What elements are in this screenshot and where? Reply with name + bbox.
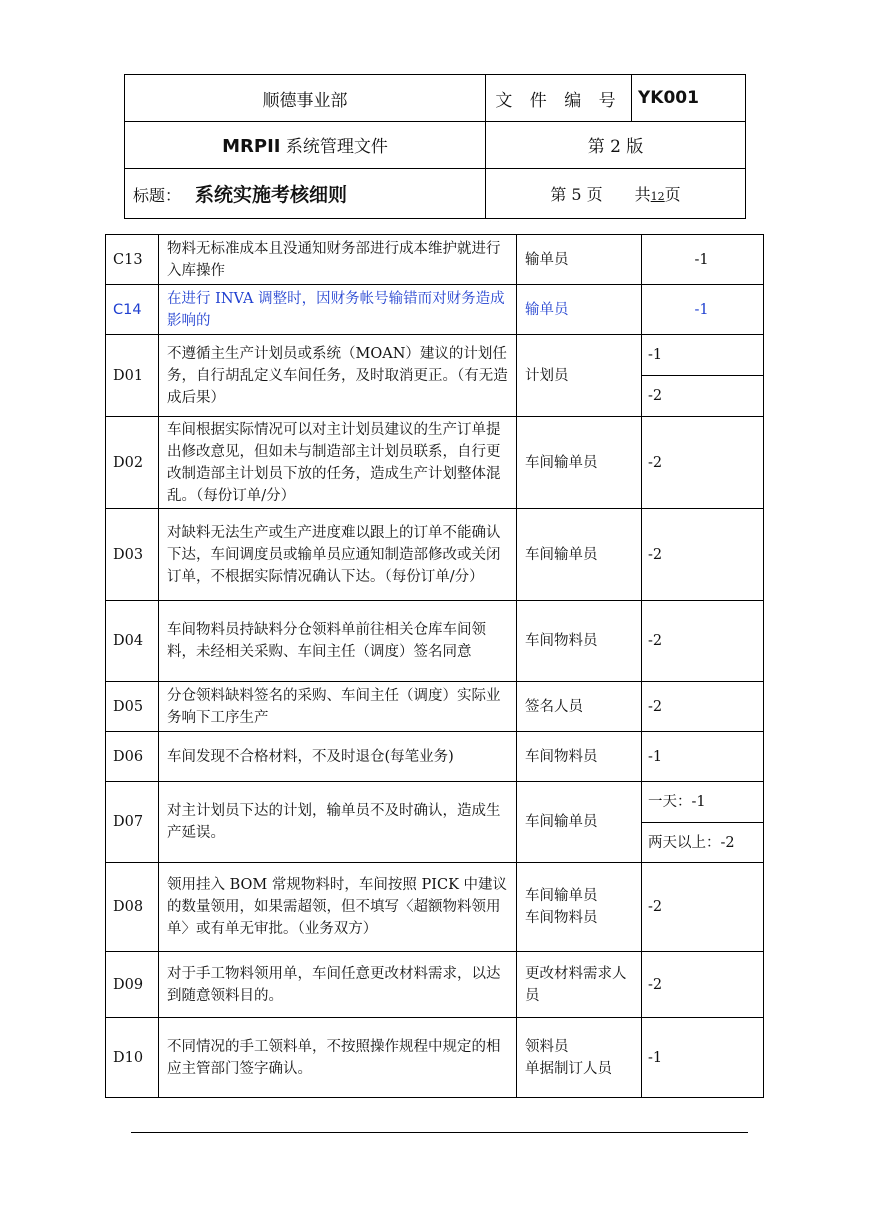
penalty-value: -2 <box>642 376 764 417</box>
table-row <box>106 509 764 601</box>
responsible-person: 车间物料员 <box>517 732 642 782</box>
table-row <box>106 601 764 682</box>
responsible-person: 车间输单员 车间物料员 <box>517 863 642 952</box>
item-description: 在进行 INVA 调整时，因财务帐号输错而对财务造成影响的 <box>159 285 517 335</box>
item-description: 车间发现不合格材料，不及时退仓(每笔业务) <box>159 732 517 782</box>
penalty-value: -2 <box>642 601 764 682</box>
table-row <box>106 335 764 376</box>
item-code: D09 <box>106 952 159 1018</box>
item-code: D02 <box>106 417 159 509</box>
responsible-person: 车间输单员 <box>517 509 642 601</box>
responsible-person: 更改材料需求人员 <box>517 952 642 1018</box>
table-row <box>106 417 764 509</box>
penalty-value: -2 <box>642 682 764 732</box>
penalty-value: -2 <box>642 509 764 601</box>
responsible-person: 车间输单员 <box>517 417 642 509</box>
penalty-value: -2 <box>642 863 764 952</box>
table-row <box>106 863 764 952</box>
page-total: 12 <box>650 189 665 203</box>
item-description: 领用挂入 BOM 常规物料时，车间按照 PICK 中建议的数量领用，如果需超领，但不填写〈超额物料领用单〉或有单无审批。（业务双方） <box>159 863 517 952</box>
subject-label: 标题： <box>133 185 182 205</box>
item-description: 对缺料无法生产或生产进度难以跟上的订单不能确认下达，车间调度员或输单员应通知制造部修改或关闭订单，不根据实际情况确认下达。（每份订单/分） <box>159 509 517 601</box>
item-description: 不同情况的手工领料单，不按照操作规程中规定的相应主管部门签字确认。 <box>159 1018 517 1098</box>
table-row <box>106 1018 764 1098</box>
doc-title-bold: MRPII <box>222 136 281 158</box>
table-row <box>106 235 764 285</box>
item-code: C14 <box>106 285 159 335</box>
table-row <box>106 952 764 1018</box>
responsible-person: 签名人员 <box>517 682 642 732</box>
responsible-person: 领料员 单据制订人员 <box>517 1018 642 1098</box>
responsible-person: 输单员 <box>517 235 642 285</box>
file-no-label: 文 件 编 号 <box>486 75 632 122</box>
item-description: 对主计划员下达的计划，输单员不及时确认，造成生产延误。 <box>159 782 517 863</box>
item-code: D07 <box>106 782 159 863</box>
item-code: D03 <box>106 509 159 601</box>
table-row <box>106 285 764 335</box>
penalty-value: 两天以上：-2 <box>642 823 764 863</box>
version-label: 第 2 版 <box>486 122 746 168</box>
item-code: D08 <box>106 863 159 952</box>
assessment-table-body <box>106 235 764 1098</box>
item-description: 分仓领料缺料签名的采购、车间主任（调度）实际业务响下工序生产 <box>159 682 517 732</box>
file-no-value: YK001 <box>632 75 746 122</box>
penalty-value: -1 <box>642 732 764 782</box>
penalty-value: -1 <box>642 235 764 285</box>
penalty-value: -1 <box>642 1018 764 1098</box>
table-row <box>106 682 764 732</box>
responsible-person: 输单员 <box>517 285 642 335</box>
item-description: 对于手工物料领用单，车间任意更改材料需求，以达到随意领料目的。 <box>159 952 517 1018</box>
assessment-table <box>105 234 764 1098</box>
page-suffix: 页 <box>664 184 681 204</box>
subject-value: 系统实施考核细则 <box>195 183 348 206</box>
penalty-value: -1 <box>642 285 764 335</box>
penalty-value: 一天：-1 <box>642 782 764 823</box>
item-description: 车间物料员持缺料分仓领料单前往相关仓库车间领料，未经相关采购、车间主任（调度）签名同意 <box>159 601 517 682</box>
department-name: 顺德事业部 <box>125 75 486 122</box>
item-code: D05 <box>106 682 159 732</box>
item-description: 不遵循主生产计划员或系统（MOAN）建议的计划任务，自行胡乱定义车间任务，及时取消更正。（有无造成后果） <box>159 335 517 417</box>
item-description: 物料无标准成本且没通知财务部进行成本维护就进行入库操作 <box>159 235 517 285</box>
footer-divider <box>131 1132 748 1133</box>
page-text: 第 5 页 共 <box>550 184 651 204</box>
subject-cell <box>125 168 486 218</box>
item-code: D04 <box>106 601 159 682</box>
table-row <box>106 732 764 782</box>
item-code: D10 <box>106 1018 159 1098</box>
item-code: C13 <box>106 235 159 285</box>
doc-title-rest: 系统管理文件 <box>280 137 388 158</box>
responsible-person: 车间输单员 <box>517 782 642 863</box>
table-row <box>106 782 764 823</box>
penalty-value: -2 <box>642 952 764 1018</box>
penalty-value: -1 <box>642 335 764 376</box>
item-description: 车间根据实际情况可以对主计划员建议的生产订单提出修改意见，但如未与制造部主计划员联系，自行更改制造部主计划员下放的任务，造成生产计划整体混乱。（每份订单/分） <box>159 417 517 509</box>
page-info <box>486 168 746 218</box>
penalty-value: -2 <box>642 417 764 509</box>
document-type-title <box>125 122 486 168</box>
responsible-person: 计划员 <box>517 335 642 417</box>
item-code: D01 <box>106 335 159 417</box>
item-code: D06 <box>106 732 159 782</box>
document-header <box>124 74 746 219</box>
responsible-person: 车间物料员 <box>517 601 642 682</box>
